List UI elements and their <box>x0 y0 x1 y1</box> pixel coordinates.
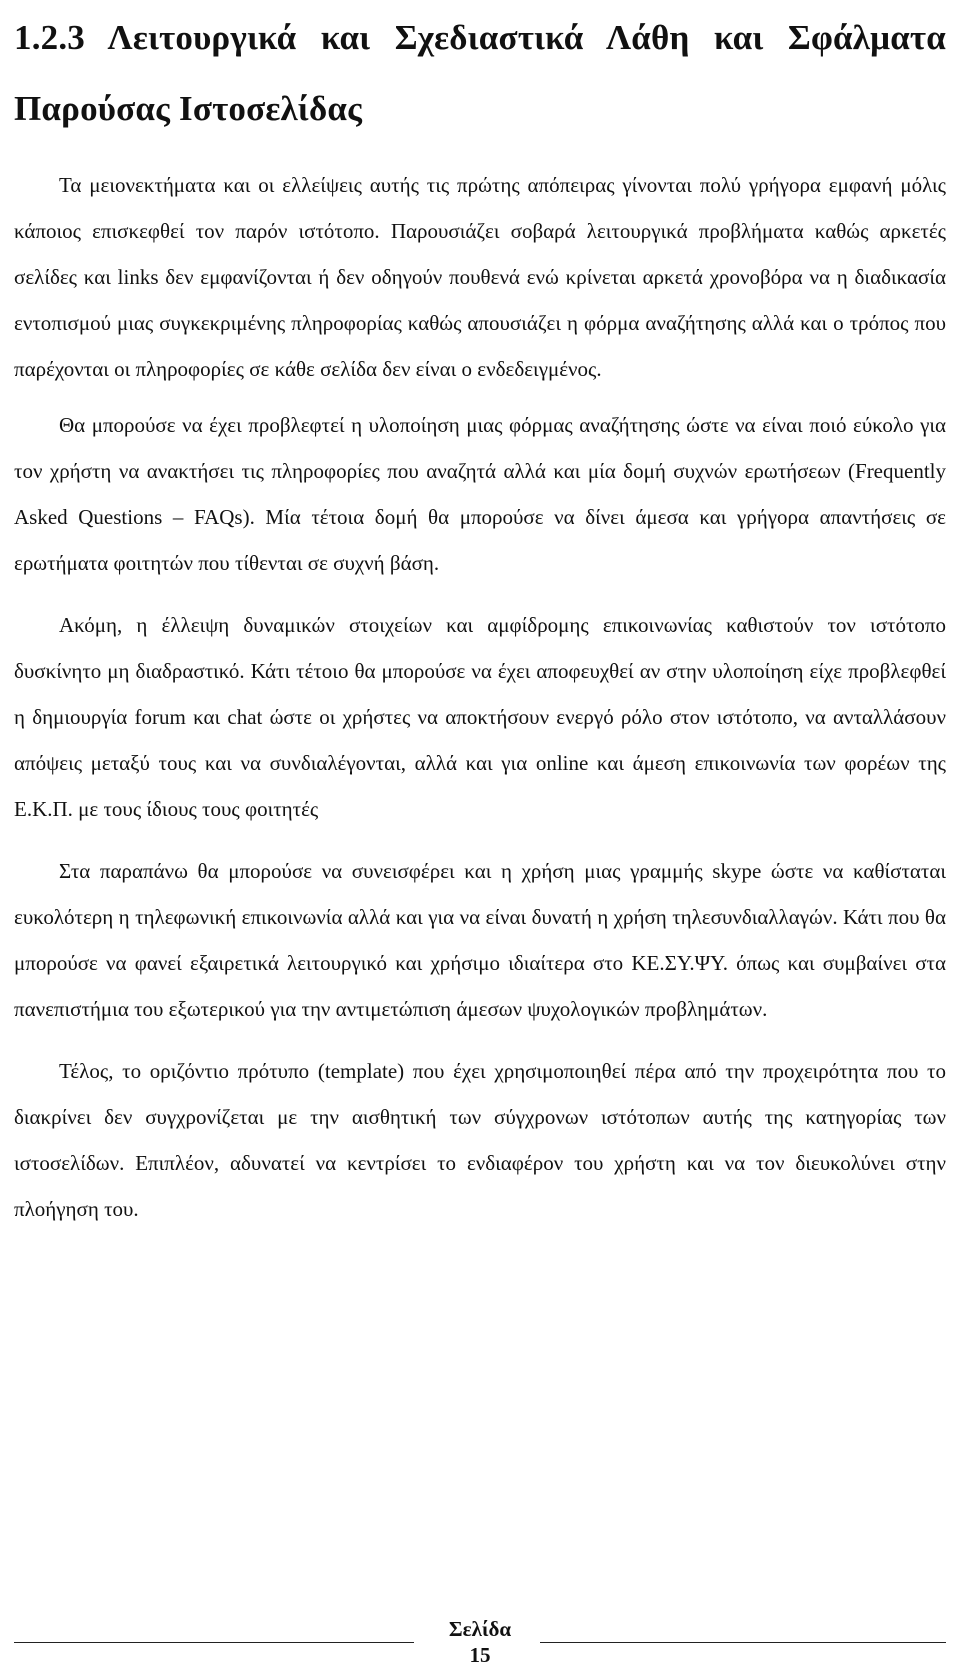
page-label: Σελίδα <box>448 1617 512 1641</box>
body-text <box>14 162 946 1232</box>
paragraph-3: Ακόμη, η έλλειψη δυναμικών στοιχείων και αμφίδρομης επικοινωνίας καθιστούν τον ιστότοπο δυσκίνητο μη διαδραστικό. Κάτι τέτοιο θα μπορούσε να έχει αποφευχθεί αν στην υλοποίηση είχε προβλεφθεί η δημιουργία forum και chat ώστε οι χρήστες να αποκτήσουν ενεργό ρόλο στον ιστότοπο, να ανταλλάσουν απόψεις μεταξύ τους και να συνδιαλέγονται, αλλά και για online και άμεση επικοινωνία των φορέων της Ε.Κ.Π. με τους ίδιους τους φοιτητές <box>14 613 946 821</box>
paragraph-5: Τέλος, το οριζόντιο πρότυπο (template) που έχει χρησιμοποιηθεί πέρα από την προχειρότητα που το διακρίνει δεν συγχρονίζεται με την αισθητική των σύγχρονων ιστότοπων αυτής της κατηγορίας των ιστοσελίδων. Επιπλέον, αδυνατεί να κεντρίσει το ενδιαφέρον του χρήστη και να τον διευκολύνει στην πλοήγηση του. <box>14 1059 946 1221</box>
section-heading: 1.2.3 Λειτουργικά και Σχεδιαστικά Λάθη και Σφάλματα Παρούσας Ιστοσελίδας <box>14 18 946 128</box>
page-number: 15 <box>469 1643 491 1667</box>
paragraph-4: Στα παραπάνω θα μπορούσε να συνεισφέρει και η χρήση μιας γραμμής skype ώστε να καθίσταται ευκολότερη η τηλεφωνική επικοινωνία αλλά και για να είναι δυνατή η χρήση τηλεσυνδιαλλαγών. Κάτι που θα μπορούσε να φανεί εξαιρετικά λειτουργικό και χρήσιμο ιδιαίτερα στο ΚΕ.ΣΥ.ΨΥ. όπως και συμβαίνει στα πανεπιστήμια του εξωτερικού για την αντιμετώπιση άμεσων ψυχολογικών προβλημάτων. <box>14 859 946 1021</box>
page-footer <box>0 1612 960 1672</box>
paragraph-1: Τα μειονεκτήματα και οι ελλείψεις αυτής τις πρώτης απόπειρας γίνονται πολύ γρήγορα εμφανή μόλις κάποιος επισκεφθεί τον παρόν ιστότοπο. Παρουσιάζει σοβαρά λειτουργικά προβλήματα καθώς αρκετές σελίδες και links δεν εμφανίζονται ή δεν οδηγούν πουθενά ενώ κρίνεται αρκετά χρονοβόρα να η διαδικασία εντοπισμού μιας συγκεκριμένης πληροφορίας καθώς απουσιάζει η φόρμα αναζήτησης αλλά και ο τρόπος που παρέχονται οι πληροφορίες σε κάθε σελίδα δεν είναι ο ενδεδειγμένος. <box>14 173 946 381</box>
paragraph-2: Θα μπορούσε να έχει προβλεφτεί η υλοποίηση μιας φόρμας αναζήτησης ώστε να είναι ποιό εύκολο για τον χρήστη να ανακτήσει τις πληροφορίες που αναζητά αλλά και μία δομή συχνών ερωτήσεων (Frequently Asked Questions – FAQs). Μία τέτοια δομή θα μπορούσε να δίνει άμεσα και γρήγορα απαντήσεις σε ερωτήματα φοιτητών που τίθενται σε συχνή βάση. <box>14 413 946 575</box>
